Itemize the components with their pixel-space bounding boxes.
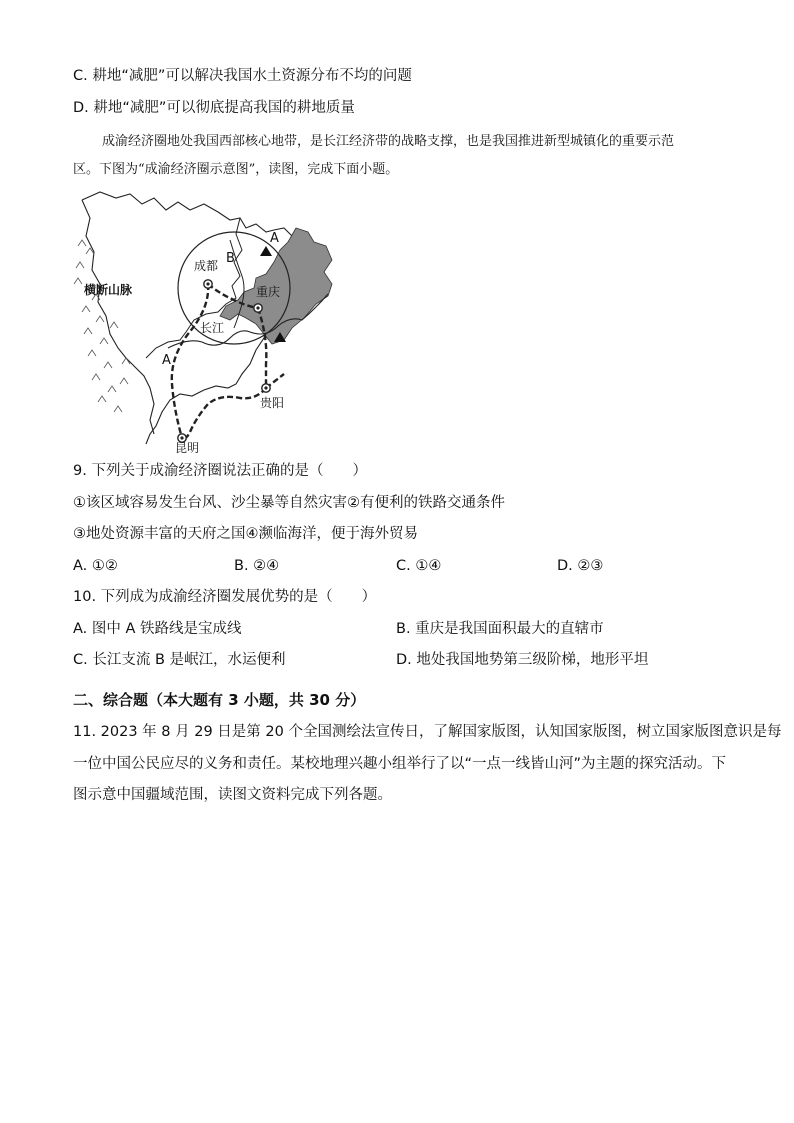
q9-stem: 9. 下列关于成渝经济圈说法正确的是（ ）	[73, 463, 367, 479]
chengdu-label: 成都	[194, 259, 219, 273]
passage-line-1: 成渝经济圈地处我国西部核心地带，是长江经济带的战略支撑，也是我国推进新型城镇化的重要示范	[102, 134, 675, 149]
q10-option-a[interactable]: A. 图中 A 铁路线是宝成线	[73, 621, 242, 637]
railway-a-chengdu-kunming	[172, 284, 208, 438]
guiyang-label: 贵阳	[260, 396, 285, 410]
region-boundary-west	[82, 200, 154, 434]
q10-stem: 10. 下列成为成渝经济圈发展优势的是（ ）	[73, 589, 377, 605]
guiyang-marker	[262, 384, 270, 392]
kunming-label: 昆明	[175, 441, 200, 455]
q9-option-c[interactable]: C. ①④	[396, 558, 442, 574]
prev-option-c: C. 耕地“减肥”可以解决我国水土资源分布不均的问题	[73, 68, 412, 84]
chongqing-label: 重庆	[256, 285, 281, 299]
q10-option-b[interactable]: B. 重庆是我国面积最大的直辖市	[396, 621, 604, 637]
b-river-label: B	[226, 251, 235, 266]
province-border	[146, 218, 242, 358]
q9-statement-1: ①该区域容易发生台风、沙尘暴等自然灾害②有便利的铁路交通条件	[73, 495, 505, 511]
q9-statement-2: ③地处资源丰富的天府之国④濒临海洋，便于海外贸易	[73, 526, 418, 542]
section2-heading: 二、综合题（本大题有 3 小题，共 30 分）	[73, 691, 366, 709]
railway-guiyang-kunming	[182, 388, 266, 438]
prev-option-d: D. 耕地“减肥”可以彻底提高我国的耕地质量	[73, 100, 355, 116]
q11-line-1: 11. 2023 年 8 月 29 日是第 20 个全国测绘法宣传日，了解国家版图，认知国家版图，树立国家版图意识是每	[73, 724, 782, 740]
chongqing-marker	[254, 304, 262, 312]
mountain-symbols	[74, 240, 130, 412]
q11-line-2: 一位中国公民应尽的义务和责任。某校地理兴趣小组举行了以“一点一线皆山河”为主题的探究活动。下	[73, 756, 727, 772]
changjiang-label: 长江	[200, 321, 225, 335]
q10-option-d[interactable]: D. 地处我国地势第三级阶梯，地形平坦	[396, 652, 649, 668]
chengyu-economic-circle-map	[70, 188, 342, 456]
a-top-label: A	[270, 231, 279, 246]
chengdu-marker	[204, 280, 212, 288]
q9-option-d[interactable]: D. ②③	[557, 558, 604, 574]
passage-line-2: 区。下图为“成渝经济圈示意图”，读图，完成下面小题。	[73, 162, 399, 177]
peak-triangle-north	[260, 246, 272, 256]
q11-line-3: 图示意中国疆域范围，读图文资料完成下列各题。	[73, 787, 392, 803]
q10-option-c[interactable]: C. 长江支流 B 是岷江，水运便利	[73, 652, 286, 668]
mountains-label: 横断山脉	[84, 283, 133, 297]
a-railway-label: A	[162, 353, 171, 368]
q9-option-b[interactable]: B. ②④	[234, 558, 280, 574]
q9-option-a[interactable]: A. ①②	[73, 558, 118, 574]
